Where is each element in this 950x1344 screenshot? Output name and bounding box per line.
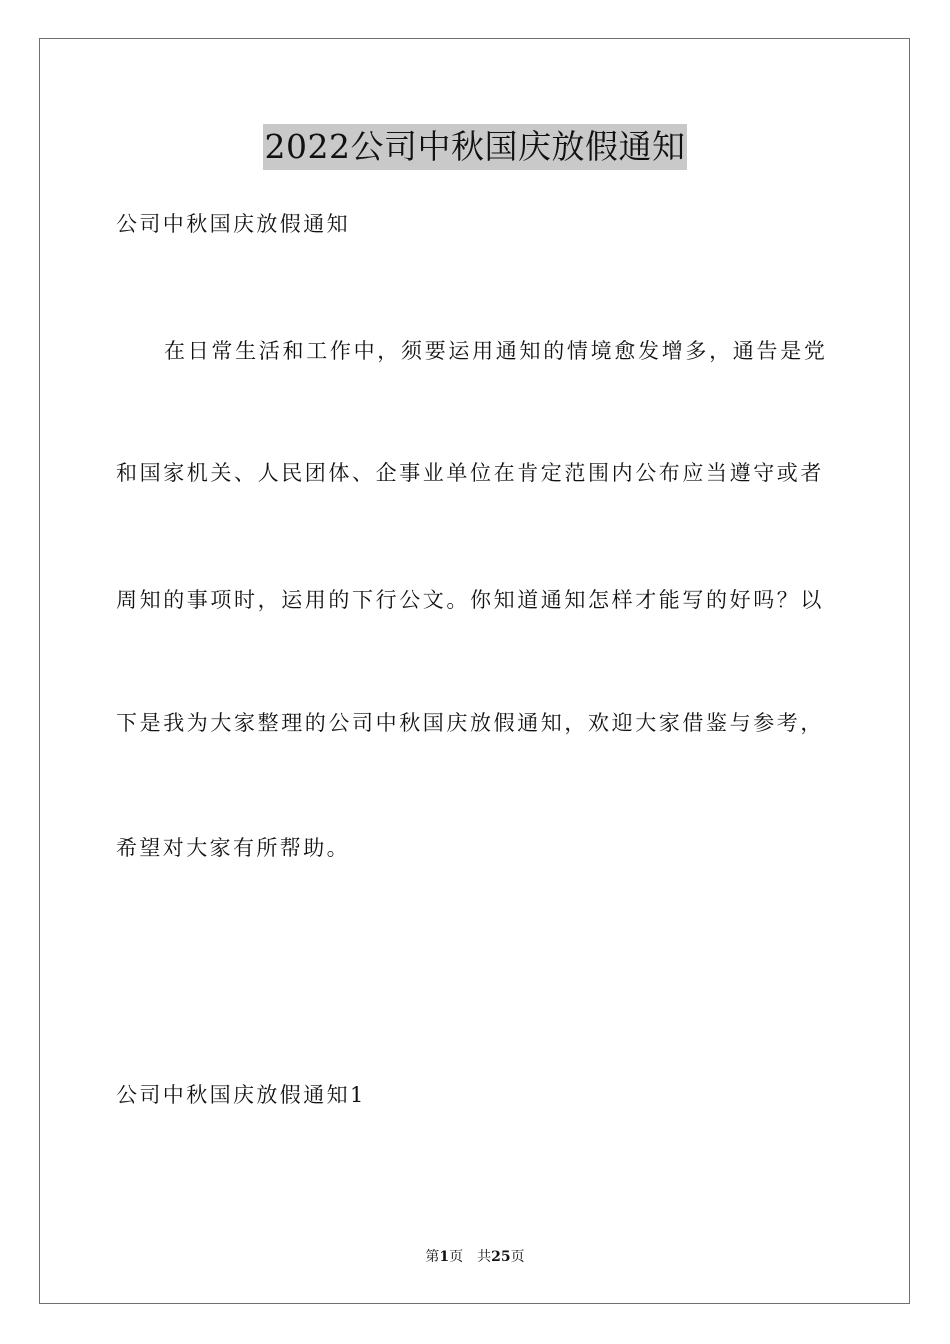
paragraph-line-5: 希望对大家有所帮助。 bbox=[116, 836, 350, 860]
footer-total-suffix: 页 bbox=[510, 1249, 525, 1265]
footer-total-pages: 25 bbox=[491, 1249, 511, 1265]
paragraph-line-4: 下是我为大家整理的公司中秋国庆放假通知，欢迎大家借鉴与参考， bbox=[116, 711, 824, 735]
footer-page-prefix: 第 bbox=[425, 1249, 440, 1265]
section-heading: 公司中秋国庆放假通知1 bbox=[116, 1083, 366, 1107]
document-title: 2022公司中秋国庆放假通知 bbox=[263, 124, 688, 170]
document-subtitle: 公司中秋国庆放假通知 bbox=[116, 212, 350, 236]
page-footer bbox=[0, 1248, 950, 1266]
footer-total-prefix: 共 bbox=[477, 1249, 492, 1265]
title-container bbox=[0, 124, 950, 170]
footer-page-number: 1 bbox=[439, 1249, 450, 1265]
paragraph-line-3: 周知的事项时，运用的下行公文。你知道通知怎样才能写的好吗？以 bbox=[116, 588, 824, 612]
paragraph-line-1: 在日常生活和工作中，须要运用通知的情境愈发增多，通告是党 bbox=[164, 339, 828, 363]
footer-page-suffix: 页 bbox=[449, 1249, 464, 1265]
paragraph-line-2: 和国家机关、人民团体、企事业单位在肯定范围内公布应当遵守或者 bbox=[116, 461, 824, 485]
